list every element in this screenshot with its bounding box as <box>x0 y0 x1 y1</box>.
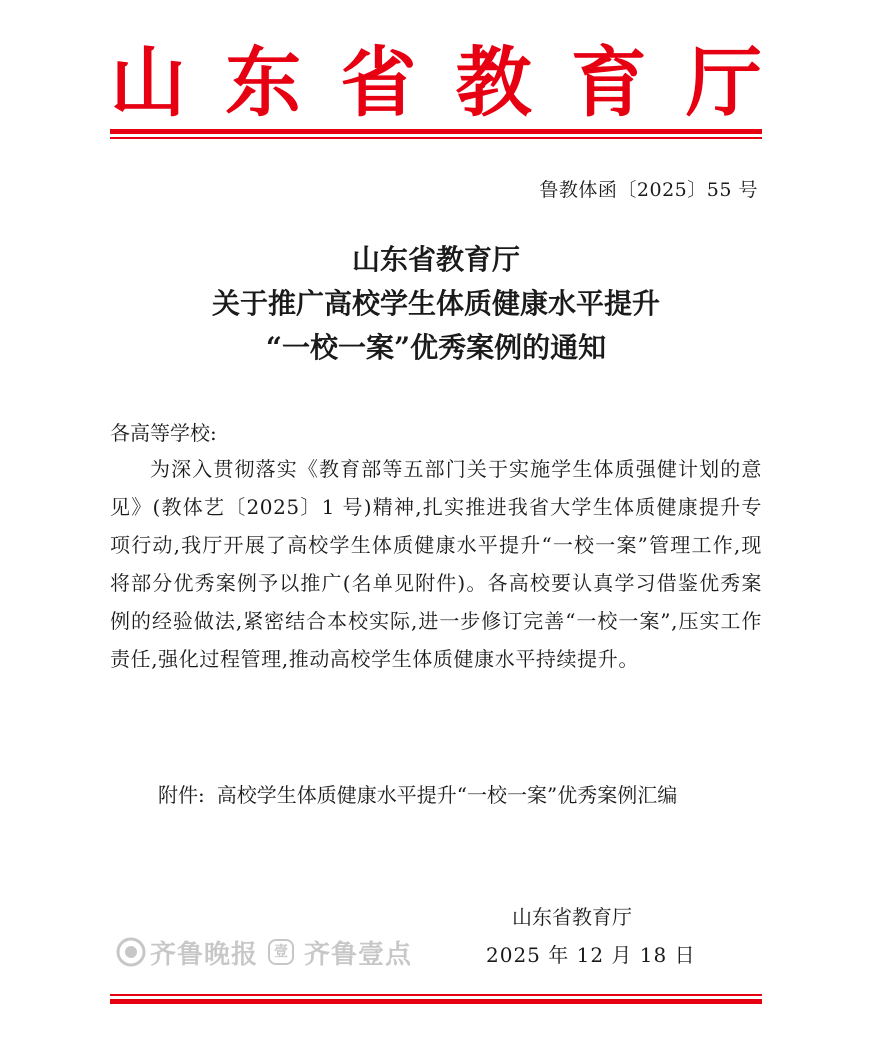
qilu-evening-news-logo <box>116 934 258 971</box>
footer-rule-thick <box>110 999 762 1004</box>
attachment-note <box>158 776 758 814</box>
salutation: 各高等学校: <box>110 421 217 445</box>
media-watermark <box>116 930 412 974</box>
qilu-evening-news-icon <box>116 937 146 967</box>
logo-text: 齐鲁晚报 <box>150 939 259 970</box>
document-title <box>110 238 762 370</box>
title-line: 山东省教育厅 <box>351 243 520 276</box>
app-name: 齐鲁壹点 <box>304 939 413 970</box>
header-rule-thick <box>110 129 762 134</box>
signing-agency: 山东省教育厅 <box>512 905 632 929</box>
masthead-char: 教 <box>455 38 532 127</box>
masthead-char: 育 <box>570 38 647 127</box>
document-number: 鲁教体函〔2025〕55 号 <box>539 179 758 201</box>
masthead-char: 省 <box>340 38 417 127</box>
masthead-char: 山 <box>110 38 186 127</box>
masthead-char: 东 <box>225 38 302 127</box>
header-rule-thin <box>110 137 762 139</box>
body-paragraph: 为深入贯彻落实《教育部等五部门关于实施学生体质强健计划的意见》(教体艺〔2025〕1 号)精神,扎实推进我省大学生体质健康提升专项行动,我厅开展了高校学生体质健康水平提升“一校一案”管理工作,现将部分优秀案例予以推广(名单见附件)。各高校要认真学习借鉴优秀案例的经验做法,紧密结合本校实际,进一步修订完善“一校一案”,压实工作责任,强化过程管理,推动高校学生体质健康水平持续提升。 <box>110 457 762 671</box>
attachment-content: 高校学生体质健康水平提升“一校一案”优秀案例汇编 <box>216 783 678 807</box>
issue-date: 2025 年 12 月 18 日 <box>486 943 696 967</box>
attachment-label: 附件: <box>158 783 205 807</box>
title-line: 关于推广高校学生体质健康水平提升 <box>211 287 660 320</box>
masthead-char: 厅 <box>685 38 762 127</box>
app-badge-icon: 壹 <box>268 939 294 965</box>
footer-rule-thin <box>110 994 762 996</box>
title-line: “一校一案”优秀案例的通知 <box>265 331 607 364</box>
agency-masthead <box>110 40 762 126</box>
